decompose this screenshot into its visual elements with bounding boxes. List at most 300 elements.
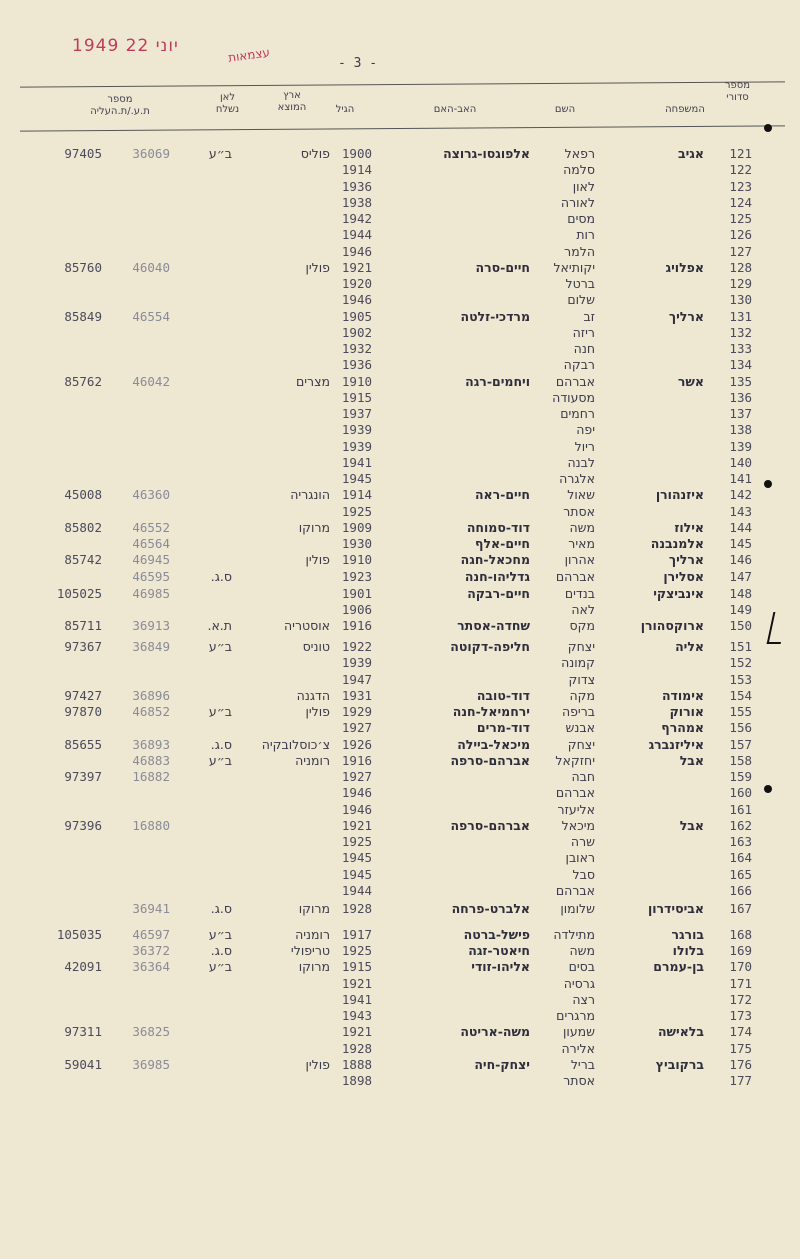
age-cell: 1914 [341, 487, 372, 503]
family-cell: אינביצקי [653, 585, 704, 601]
serial-cell: 145 [729, 536, 752, 551]
parents-cell: חיים-ראה [474, 487, 530, 503]
serial-cell: 153 [729, 671, 752, 687]
country-cell: טריפולי [290, 943, 330, 958]
age-cell: 1921 [341, 1024, 372, 1040]
name-cell: מסעודה [552, 389, 595, 405]
family-cell: אביסידרון [647, 900, 704, 916]
family-cell: ארליך [668, 552, 704, 568]
punch-hole [764, 480, 772, 488]
name-cell: בריל [570, 1056, 595, 1072]
age-cell: 1945 [341, 850, 372, 866]
header-bottom-rule [20, 125, 785, 131]
age-cell: 1910 [341, 552, 372, 568]
name-cell: שלום [567, 292, 595, 308]
age-cell: 1900 [341, 146, 372, 161]
cert-cell: 97396 [64, 817, 102, 833]
name-cell: מיכאל [561, 817, 595, 833]
age-cell: 1939 [341, 438, 372, 454]
cert-cell: 97405 [64, 146, 102, 161]
name-cell: אברהם [555, 373, 595, 389]
family-cell: ברקוביץ [655, 1056, 704, 1072]
name-cell: מרגרים [556, 1008, 595, 1023]
name-cell: אלירה [561, 1040, 595, 1056]
serial-cell: 147 [729, 568, 752, 584]
name-cell: חבה [571, 769, 595, 784]
tnum-cell: 46042 [132, 373, 170, 389]
serial-cell: 148 [729, 585, 752, 601]
age-cell: 1927 [341, 769, 372, 784]
parents-cell: דוד-טובה [476, 687, 530, 703]
serial-cell: 142 [729, 487, 752, 503]
serial-cell: 155 [729, 704, 752, 719]
age-cell: 1906 [341, 601, 372, 617]
serial-cell: 175 [729, 1040, 752, 1056]
family-cell: אלמנבנה [650, 536, 704, 551]
age-cell: 1936 [341, 357, 372, 373]
header-age: הגיל [335, 104, 355, 115]
name-cell: רחמים [560, 406, 595, 421]
name-cell: אהרון [564, 552, 595, 568]
serial-cell: 123 [729, 178, 752, 194]
serial-cell: 168 [729, 926, 752, 942]
date-stamp: 1949 יוני 22 [72, 36, 179, 56]
country-cell: פולין [305, 1056, 330, 1072]
parents-cell: חיים-רבקה [467, 585, 530, 601]
serial-cell: 144 [729, 519, 752, 535]
tnum-cell: 36372 [132, 943, 170, 958]
name-cell: אסתר [563, 1073, 595, 1088]
serial-cell: 141 [729, 471, 752, 486]
country-cell: פוליס [300, 146, 330, 161]
serial-cell: 171 [729, 975, 752, 991]
tnum-cell: 46597 [132, 926, 170, 942]
name-cell: אלגרה [559, 471, 595, 486]
tnum-cell: 46595 [132, 568, 170, 584]
name-cell: בריפה [561, 704, 595, 719]
name-cell: צדוק [568, 671, 595, 687]
word-stamp: עצמאות [227, 45, 271, 65]
age-cell: 1925 [341, 503, 372, 519]
cert-cell: 59041 [64, 1056, 102, 1072]
serial-cell: 177 [729, 1073, 752, 1088]
serial-cell: 130 [729, 292, 752, 308]
family-cell: אפלויג [665, 259, 704, 275]
age-cell: 1928 [341, 1040, 372, 1056]
name-cell: אליעזר [557, 801, 595, 817]
parents-cell: גדליהו-חנה [464, 568, 530, 584]
age-cell: 1921 [341, 817, 372, 833]
name-cell: לאון [572, 178, 595, 194]
age-cell: 1915 [341, 389, 372, 405]
name-cell: שרה [570, 834, 595, 849]
cert-cell: 97427 [64, 687, 102, 703]
serial-cell: 138 [729, 422, 752, 438]
serial-cell: 151 [729, 639, 752, 654]
sent-cell: ב״ע [208, 959, 232, 975]
age-cell: 1946 [341, 801, 372, 817]
sent-cell: ב״ע [208, 704, 232, 719]
tnum-cell: 46552 [132, 519, 170, 535]
parents-cell: פישל-ברטה [463, 926, 530, 942]
parents-cell: משה-אריטה [460, 1024, 530, 1040]
cert-cell: 97397 [64, 769, 102, 784]
tnum-cell: 36069 [132, 146, 170, 161]
serial-cell: 124 [729, 194, 752, 210]
age-cell: 1930 [341, 536, 372, 551]
name-cell: מתילדה [553, 926, 595, 942]
sent-cell: ס.ג. [210, 943, 232, 958]
name-cell: לאה [571, 601, 595, 617]
name-cell: אברהם [555, 568, 595, 584]
serial-cell: 137 [729, 406, 752, 421]
tnum-cell: 36893 [132, 736, 170, 752]
parents-cell: דוד-סמוחה [466, 519, 530, 535]
name-cell: ריזה [572, 324, 595, 340]
family-cell: אגיב [678, 146, 704, 161]
name-cell: בסים [568, 959, 595, 975]
age-cell: 1888 [341, 1056, 372, 1072]
header-serial: מספר סדורי [724, 80, 751, 103]
sent-cell: ס.ג. [210, 568, 232, 584]
age-cell: 1943 [341, 1008, 372, 1023]
family-cell: אשר [677, 373, 704, 389]
age-cell: 1902 [341, 324, 372, 340]
serial-cell: 139 [729, 438, 752, 454]
serial-cell: 127 [729, 243, 752, 259]
age-cell: 1901 [341, 585, 372, 601]
age-cell: 1932 [341, 341, 372, 356]
age-cell: 1922 [341, 639, 372, 654]
age-cell: 1946 [341, 243, 372, 259]
parents-cell: ירחמיאל-חנה [452, 704, 530, 719]
serial-cell: 169 [729, 943, 752, 958]
age-cell: 1898 [341, 1073, 372, 1088]
header-country-origin: ארץ המוצא [277, 90, 307, 113]
name-cell: קמונה [561, 655, 595, 671]
page-number: - 3 - [338, 56, 378, 71]
age-cell: 1915 [341, 959, 372, 975]
age-cell: 1938 [341, 194, 372, 210]
serial-cell: 160 [729, 785, 752, 801]
serial-cell: 128 [729, 259, 752, 275]
age-cell: 1937 [341, 406, 372, 421]
sent-cell: ב״ע [208, 146, 232, 161]
punch-hole [764, 124, 772, 132]
age-cell: 1945 [341, 471, 372, 486]
name-cell: ברטל [565, 276, 595, 291]
tnum-cell: 36825 [132, 1024, 170, 1040]
serial-cell: 156 [729, 720, 752, 736]
age-cell: 1925 [341, 834, 372, 849]
age-cell: 1944 [341, 227, 372, 243]
serial-cell: 159 [729, 769, 752, 784]
tnum-cell: 46852 [132, 704, 170, 719]
country-cell: מרוקו [298, 519, 330, 535]
tnum-cell: 16882 [132, 769, 170, 784]
cert-cell: 85802 [64, 519, 102, 535]
serial-cell: 125 [729, 211, 752, 226]
age-cell: 1939 [341, 655, 372, 671]
cert-cell: 97311 [64, 1024, 102, 1040]
parents-cell: מיכאל-ביילה [457, 736, 530, 752]
serial-cell: 174 [729, 1024, 752, 1040]
serial-cell: 163 [729, 834, 752, 849]
age-cell: 1939 [341, 422, 372, 438]
country-cell: פולין [305, 552, 330, 568]
tnum-cell: 46564 [132, 536, 170, 551]
name-cell: שלומון [560, 900, 595, 916]
tnum-cell: 46985 [132, 585, 170, 601]
name-cell: יחזקאל [555, 752, 595, 768]
cert-cell: 85655 [64, 736, 102, 752]
check-mark [767, 612, 788, 644]
cert-cell: 97367 [64, 639, 102, 654]
name-cell: ריול [574, 438, 595, 454]
family-cell: אבל [679, 817, 704, 833]
parents-cell: חיים-סרה [475, 259, 530, 275]
name-cell: יצחק [567, 639, 595, 654]
age-cell: 1926 [341, 736, 372, 752]
header-country-sent: לאן נשלח [215, 92, 240, 115]
name-cell: גרסיה [563, 975, 595, 991]
family-cell: ארוקסהורן [640, 618, 704, 633]
parents-cell: אברהם-סרפה [450, 752, 530, 768]
name-cell: סבל [572, 866, 595, 882]
parents-cell: יצחק-חיה [474, 1056, 530, 1072]
sent-cell: ב״ע [208, 926, 232, 942]
cert-cell: 97870 [64, 704, 102, 719]
family-cell: בלולו [672, 943, 704, 958]
age-cell: 1931 [341, 687, 372, 703]
name-cell: משה [569, 519, 595, 535]
serial-cell: 166 [729, 882, 752, 898]
tnum-cell: 36364 [132, 959, 170, 975]
name-cell: הלמר [564, 243, 595, 259]
parents-cell: אברהם-סרפה [450, 817, 530, 833]
header-name: השם [554, 104, 576, 115]
age-cell: 1916 [341, 618, 372, 633]
family-cell: איליזנברג [648, 736, 704, 752]
age-cell: 1927 [341, 720, 372, 736]
serial-cell: 173 [729, 1008, 752, 1023]
age-cell: 1905 [341, 308, 372, 324]
serial-cell: 152 [729, 655, 752, 671]
serial-cell: 143 [729, 503, 752, 519]
age-cell: 1944 [341, 882, 372, 898]
serial-cell: 126 [729, 227, 752, 243]
sent-cell: ס.ג. [210, 900, 232, 916]
name-cell: זב [583, 308, 595, 324]
serial-cell: 157 [729, 736, 752, 752]
age-cell: 1945 [341, 866, 372, 882]
serial-cell: 164 [729, 850, 752, 866]
serial-cell: 150 [729, 618, 752, 633]
serial-cell: 161 [729, 801, 752, 817]
parents-cell: חיים-אלף [475, 536, 530, 551]
tnum-cell: 36849 [132, 639, 170, 654]
age-cell: 1936 [341, 178, 372, 194]
serial-cell: 162 [729, 817, 752, 833]
family-cell: אליה [675, 639, 704, 654]
name-cell: משה [569, 943, 595, 958]
serial-cell: 167 [729, 900, 752, 916]
cert-cell: 42091 [64, 959, 102, 975]
tnum-cell: 36896 [132, 687, 170, 703]
name-cell: יקותיאל [553, 259, 595, 275]
name-cell: מקס [569, 618, 595, 633]
cert-cell: 85762 [64, 373, 102, 389]
family-cell: בורגר [671, 926, 704, 942]
cert-cell: 45008 [64, 487, 102, 503]
parents-cell: חיאטר-זגה [468, 943, 530, 958]
age-cell: 1916 [341, 752, 372, 768]
tnum-cell: 36941 [132, 900, 170, 916]
serial-cell: 154 [729, 687, 752, 703]
family-cell: בן-עמרם [653, 959, 704, 975]
sent-cell: ב״ע [208, 639, 232, 654]
sent-cell: ב״ע [208, 752, 232, 768]
family-cell: אילוז [674, 519, 704, 535]
age-cell: 1921 [341, 975, 372, 991]
parents-cell: אליהו-זודי [471, 959, 530, 975]
age-cell: 1946 [341, 292, 372, 308]
tnum-cell: 46883 [132, 752, 170, 768]
name-cell: רפאל [564, 146, 595, 161]
family-cell: אמהרף [661, 720, 704, 736]
family-cell: איזנהורן [655, 487, 704, 503]
serial-cell: 136 [729, 389, 752, 405]
serial-cell: 149 [729, 601, 752, 617]
family-cell: אסלירן [663, 568, 704, 584]
age-cell: 1925 [341, 943, 372, 958]
country-cell: מצרים [295, 373, 330, 389]
age-cell: 1923 [341, 568, 372, 584]
name-cell: שמעון [563, 1024, 595, 1040]
country-cell: מרוקו [298, 900, 330, 916]
name-cell: אסתר [563, 503, 595, 519]
name-cell: שאול [567, 487, 595, 503]
family-cell: אורוק [669, 704, 704, 719]
sent-cell: ס.ג. [210, 736, 232, 752]
serial-cell: 158 [729, 752, 752, 768]
name-cell: מאיר [568, 536, 595, 551]
country-cell: רומניה [295, 752, 330, 768]
tnum-cell: 36985 [132, 1056, 170, 1072]
cert-cell: 105025 [56, 585, 102, 601]
age-cell: 1909 [341, 519, 372, 535]
age-cell: 1910 [341, 373, 372, 389]
cert-cell: 105035 [56, 926, 102, 942]
tnum-cell: 46945 [132, 552, 170, 568]
name-cell: מסים [567, 211, 595, 226]
sent-cell: ת.א. [207, 618, 232, 633]
serial-cell: 131 [729, 308, 752, 324]
country-cell: טוניס [302, 639, 330, 654]
parents-cell: מרדכי-זלטה [460, 308, 530, 324]
country-cell: אוסטריה [284, 618, 330, 633]
country-cell: פולין [305, 704, 330, 719]
punch-hole [764, 785, 772, 793]
serial-cell: 121 [729, 146, 752, 161]
age-cell: 1941 [341, 454, 372, 470]
parents-cell: חליפה-דקוטה [450, 639, 530, 654]
age-cell: 1941 [341, 991, 372, 1007]
country-cell: הונגריה [290, 487, 330, 503]
family-cell: אבל [679, 752, 704, 768]
name-cell: לאורה [560, 194, 595, 210]
tnum-cell: 36913 [132, 618, 170, 633]
country-cell: צ׳כוסלובקיה [261, 736, 330, 752]
serial-cell: 176 [729, 1056, 752, 1072]
parents-cell: אלברט-פרחה [451, 900, 530, 916]
country-cell: מרוקו [298, 959, 330, 975]
family-cell: אימודה [661, 687, 704, 703]
serial-cell: 172 [729, 991, 752, 1007]
family-cell: ארליך [668, 308, 704, 324]
name-cell: בנדים [564, 585, 595, 601]
age-cell: 1917 [341, 926, 372, 942]
serial-cell: 135 [729, 373, 752, 389]
name-cell: לבנה [567, 454, 595, 470]
serial-cell: 132 [729, 324, 752, 340]
serial-cell: 140 [729, 454, 752, 470]
serial-cell: 170 [729, 959, 752, 975]
name-cell: רות [576, 227, 595, 243]
name-cell: אברהם [555, 882, 595, 898]
country-cell: רומניה [295, 926, 330, 942]
parents-cell: ויחמים-רגה [465, 373, 530, 389]
serial-cell: 146 [729, 552, 752, 568]
name-cell: אבנש [565, 720, 595, 736]
age-cell: 1928 [341, 900, 372, 916]
name-cell: סלמה [563, 162, 595, 178]
cert-cell: 85711 [64, 618, 102, 633]
country-cell: פולין [305, 259, 330, 275]
name-cell: רבקה [563, 357, 595, 373]
age-cell: 1914 [341, 162, 372, 178]
age-cell: 1946 [341, 785, 372, 801]
age-cell: 1929 [341, 704, 372, 719]
name-cell: רצה [572, 991, 595, 1007]
parents-cell: מחכאל-חגה [460, 552, 530, 568]
header-number: מספר ת.ע./ת.העליה [90, 94, 150, 117]
tnum-cell: 46554 [132, 308, 170, 324]
cert-cell: 85760 [64, 259, 102, 275]
serial-cell: 134 [729, 357, 752, 373]
serial-cell: 122 [729, 162, 752, 178]
name-cell: יצחק [567, 736, 595, 752]
serial-cell: 133 [729, 341, 752, 356]
name-cell: אברהם [555, 785, 595, 801]
name-cell: ראובן [565, 850, 595, 866]
cert-cell: 85742 [64, 552, 102, 568]
parents-cell: שחדה-אסתר [457, 618, 530, 633]
age-cell: 1947 [341, 671, 372, 687]
name-cell: יפה [576, 422, 595, 438]
header-top-rule [20, 81, 785, 87]
tnum-cell: 46360 [132, 487, 170, 503]
age-cell: 1921 [341, 259, 372, 275]
serial-cell: 165 [729, 866, 752, 882]
name-cell: חנה [573, 341, 595, 356]
name-cell: מקה [569, 687, 595, 703]
country-cell: הדגנה [296, 687, 330, 703]
tnum-cell: 16880 [132, 817, 170, 833]
serial-cell: 129 [729, 276, 752, 291]
header-family: המשפחה [665, 104, 705, 115]
family-cell: בלאישה [657, 1024, 704, 1040]
